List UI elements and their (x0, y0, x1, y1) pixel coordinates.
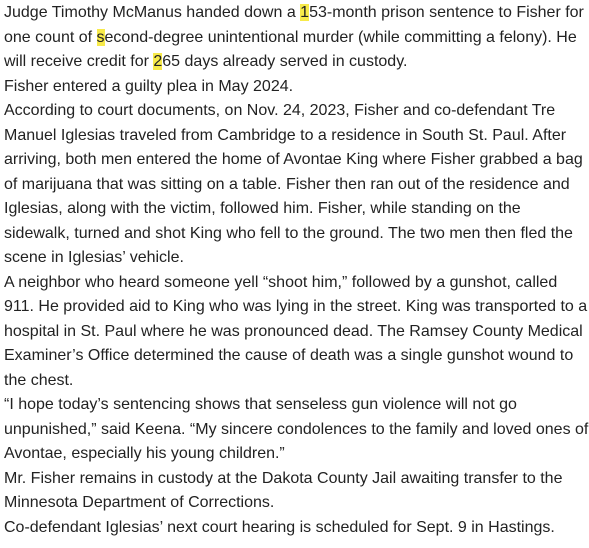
sentence-text-3: econd-degree unintentional murder (while committing a felony). He will receive credit for (4, 28, 577, 70)
highlighted-char-3: 2 (153, 53, 163, 70)
paragraph-sentence (4, 1, 589, 75)
paragraph-neighbor: A neighbor who heard someone yell “shoot him,” followed by a gunshot, called 911. He provided aid to King who was lying in the street. King was transported to a hospital in St. Paul where he was pronounced dead. The Ramsey County Medical Examiner’s Office determined the cause of death was a single gunshot wound to the chest. (4, 273, 588, 389)
paragraph-codefendant-hearing: Co-defendant Iglesias’ next court hearing is scheduled for Sept. 9 in Hastings. (4, 518, 555, 536)
highlighted-char-1: 1 (300, 4, 310, 21)
highlighted-char-2: s (96, 28, 105, 46)
sentence-text-2: 53-month prison sentence to Fisher for one count of (4, 4, 584, 46)
paragraph-quote: “I hope today’s sentencing shows that senseless gun violence will not go unpunished,” said Keena. “My sincere condolences to the family and loved ones of Avontae, especially his young children.” (4, 396, 589, 462)
paragraph-guilty-plea: Fisher entered a guilty plea in May 2024. (4, 77, 294, 95)
paragraph-court-documents: According to court documents, on Nov. 24, 2023, Fisher and co-defendant Tre Manuel Iglesias traveled from Cambridge to a residence in South St. Paul. After arriving, both men entered the home of Avontae King where Fisher grabbed a bag of marijuana that was sitting on a table. Fisher then ran out of the residence and Iglesias, along with the victim, followed him. Fisher, while standing on the sidewalk, turned and shot King who fell to the ground. The two men then fled the scene in Iglesias’ vehicle. (4, 102, 583, 266)
sentence-text-4: 65 days already served in custody. (162, 53, 408, 70)
sentence-text-1: Judge Timothy McManus handed down a (4, 4, 301, 21)
paragraph-custody: Mr. Fisher remains in custody at the Dakota County Jail awaiting transfer to the Minnesota Department of Corrections. (4, 469, 563, 511)
